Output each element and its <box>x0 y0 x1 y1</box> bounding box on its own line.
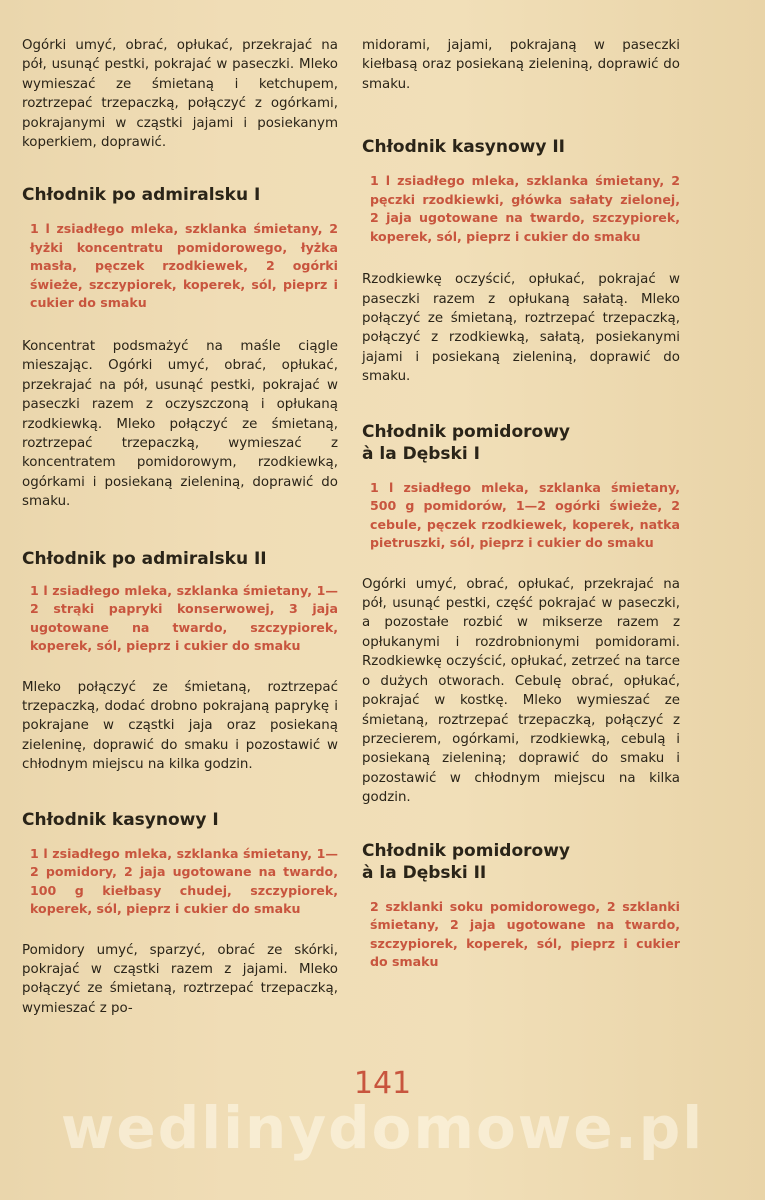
recipe-title-pomidorowy-1 <box>362 421 680 465</box>
recipe-title-admiralsku-1: Chłodnik po admiralsku I <box>22 185 261 206</box>
recipe-title-kasynowy-1: Chłodnik kasynowy I <box>22 809 219 830</box>
ingredients-kasynowy-2: 1 l zsiadłego mleka, szklanka śmietany, 2 pęczki rzodkiewki, główka sałaty zielonej, 2 jaja ugotowane na twardo, szczypiorek, koperek, sól, pieprz i cukier do smaku <box>370 173 680 244</box>
method-kasynowy-2: Rzodkiewkę oczyścić, opłukać, pokrajać w paseczki razem z opłukaną sałatą. Mleko połączyć ze śmietaną, roztrzepać trzepaczką, połączyć z rzodkiewką, sałatą, posiekanymi jajami i posiekaną zieleniną, doprawić do smaku. <box>362 272 680 385</box>
page-number: 141 <box>353 1066 412 1101</box>
title-line: Chłodnik pomidorowy <box>362 840 570 861</box>
ingredients-kasynowy-1: 1 l zsiadłego mleka, szklanka śmietany, 1—2 pomidory, 2 jaja ugotowane na twardo, 100 g kiełbasy chudej, szczypiorek, koperek, sól, pieprz i cukier do smaku <box>30 845 338 917</box>
method-kasynowy-1: Pomidory umyć, sparzyć, obrać ze skórki, pokrajać w cząstki razem z jajami. Mleko połączyć ze śmietaną, roztrzepać trzepaczką, wymieszać z po- <box>22 942 338 1016</box>
recipe-title-pomidorowy-2 <box>362 840 680 884</box>
recipe-title-kasynowy-2: Chłodnik kasynowy II <box>362 137 566 158</box>
method-admiralsku-2: Mleko połączyć ze śmietaną, roztrzepać trzepaczką, dodać drobno pokrajaną paprykę i pokrajane w cząstki jaja oraz posiekaną zieleninę, doprawić do smaku i pozostawić w chłodnym miejscu na kilka godzin. <box>22 679 338 773</box>
ingredients-admiralsku-2: 1 l zsiadłego mleka, szklanka śmietany, 1—2 strąki papryki konserwowej, 3 jaja ugotowane na twardo, szczypiorek, koperek, sól, pieprz i cukier do smaku <box>30 582 338 654</box>
ingredients-pomidorowy-2: 2 szklanki soku pomidorowego, 2 szklanki śmietany, 2 jaja ugotowane na twardo, szczypiorek, koperek, sól, pieprz i cukier do smaku <box>370 898 680 970</box>
title-line: à la Dębski II <box>362 862 487 883</box>
ingredients-admiralsku-1: 1 l zsiadłego mleka, szklanka śmietany, 2 łyżki koncentratu pomidorowego, łyżka masła, pęczek rzodkiewek, 2 ogórki świeże, szczypiorek, koperek, sól, pieprz i cukier do smaku <box>30 221 338 311</box>
intro-paragraph: Ogórki umyć, obrać, opłukać, przekrajać na pół, usunąć pestki, pokrajać w paseczki. Mleko wymieszać ze śmietaną i ketchupem, roztrzepać trzepaczką, połączyć z ogórkami, pokrajanymi w cząstki jajami i posiekanym koperkiem, doprawić. <box>22 38 338 151</box>
continued-paragraph: midorami, jajami, pokrajaną w paseczki kiełbasą oraz posiekaną zieleniną, doprawić do smaku. <box>362 38 680 92</box>
title-line: à la Dębski I <box>362 443 480 464</box>
method-admiralsku-1: Koncentrat podsmażyć na maśle ciągle mieszając. Ogórki umyć, obrać, opłukać, przekrajać na pół, usunąć pestki, pokrajać w paseczki razem z oczyszczoną i opłukaną rzodkiewką. Mleko połączyć ze śmietaną, roztrzepać trzepaczką, wymieszać z koncentratem pomidorowym, rzodkiewką, ogórkami i posiekaną zieleniną, doprawić do smaku. <box>22 338 338 510</box>
method-pomidorowy-1: Ogórki umyć, obrać, opłukać, przekrajać na pół, usunąć pestki, część pokrajać w paseczki, a pozostałe rozbić w mikserze razem z opłukanymi i rozdrobnionymi pomidorami. Rzodkiewkę oczyścić, opłukać, zetrzeć na tarce o dużych otworach. Cebulę obrać, opłukać, pokrajać w kostkę. Mleko wymieszać ze śmietaną, roztrzepać trzepaczką, połączyć z przecierem, ogórkami, rzodkiewką, cebulą i posiekaną zieleniną; doprawić do smaku i pozostawić w chłodnym miejscu na kilka godzin. <box>362 576 680 806</box>
left-column <box>22 0 338 1018</box>
recipe-title-admiralsku-2: Chłodnik po admiralsku II <box>22 548 267 569</box>
ingredients-pomidorowy-1: 1 l zsiadłego mleka, szklanka śmietany, 500 g pomidorów, 1—2 ogórki świeże, 2 cebule, pęczek rzodkiewek, koperek, natka pietruszki, sól, pieprz i cukier do smaku <box>370 479 680 551</box>
watermark: wedlinydomowe.pl <box>60 1094 705 1162</box>
title-line: Chłodnik pomidorowy <box>362 421 570 442</box>
right-column <box>362 0 680 972</box>
